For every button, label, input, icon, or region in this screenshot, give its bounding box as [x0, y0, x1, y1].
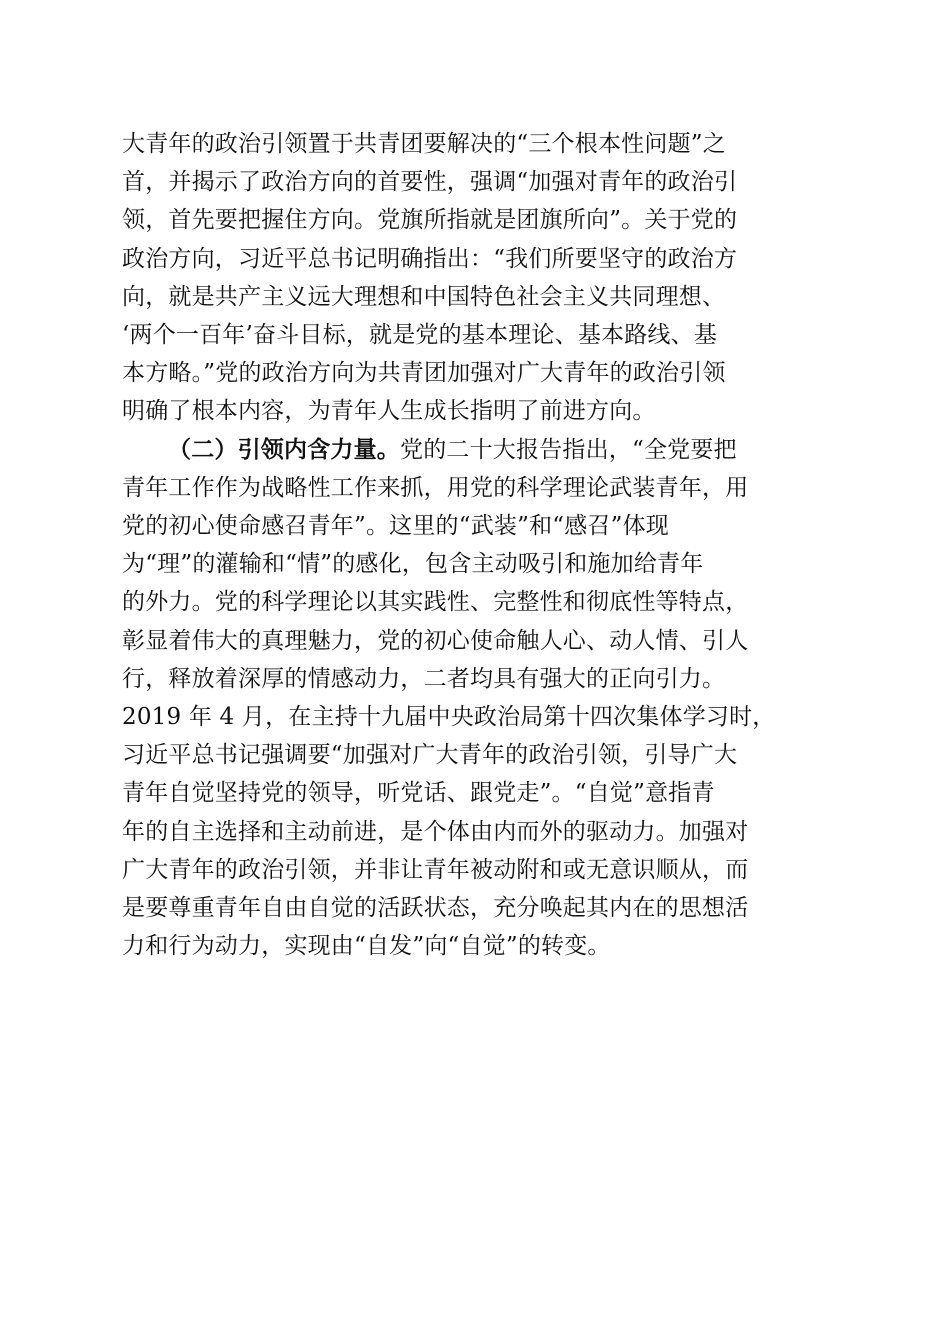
paragraph-guidance-power: [122, 431, 832, 966]
text-line: 青年自觉坚持党的领导，听党话、跟党走”。“自觉”意指青: [122, 780, 715, 807]
text-line: 本方略。”党的政治方向为共青团加强对广大青年的政治引领: [122, 360, 726, 387]
text-line: 的外力。党的科学理论以其实践性、完整性和彻底性等特点，: [122, 589, 749, 616]
text-line: 领，首先要把握住方向。党旗所指就是团旗所向”。关于党的: [122, 207, 738, 234]
text-line: 党的初心使命感召青年”。这里的“武装”和“感召”体现: [122, 513, 669, 540]
paragraph-political-direction: [122, 125, 832, 431]
text-line: 年的自主选择和主动前进，是个体由内而外的驱动力。加强对: [122, 818, 749, 845]
text-line: 为“理”的灌输和“情”的感化，包含主动吸引和施加给青年: [122, 551, 704, 578]
text-line: 广大青年的政治引领，并非让青年被动附和或无意识顺从，而: [122, 856, 749, 883]
text-line: 习近平总书记强调要“加强对广大青年的政治引领，引导广大: [122, 742, 738, 769]
text-line: 大青年的政治引领置于共青团要解决的“三个根本性问题”之: [122, 131, 726, 157]
text-line: 明确了根本内容，为青年人生成长指明了前进方向。: [122, 398, 656, 425]
document-page: [122, 125, 832, 965]
text-line: 行，释放着深厚的情感动力，二者均具有强大的正向引力。: [122, 665, 726, 692]
text-line: 首，并揭示了政治方向的首要性，强调“加强对青年的政治引: [122, 169, 738, 196]
text-line-rest: 党的二十大报告指出，“全党要把: [400, 436, 737, 463]
text-line: 政治方向，习近平总书记明确指出：“我们所要坚守的政治方: [122, 245, 738, 272]
section-heading: （二）引领内含力量。: [168, 435, 400, 463]
text-line-first: [122, 431, 832, 469]
text-line: 2019 年 4 月，在主持十九届中央政治局第十四次集体学习时，: [122, 704, 776, 731]
text-line: ‘两个一百年’奋斗目标，就是党的基本理论、基本路线、基: [122, 322, 718, 349]
text-line: 力和行为动力，实现由“自发”向“自觉”的转变。: [122, 933, 611, 960]
text-line: 向，就是共产主义远大理想和中国特色社会主义共同理想、: [122, 283, 726, 310]
text-line: 青年工作作为战略性工作来抓，用党的科学理论武装青年，用: [122, 474, 749, 501]
text-line: 彰显着伟大的真理魅力，党的初心使命触人心、动人情、引人: [122, 627, 749, 654]
text-line: 是要尊重青年自由自觉的活跃状态，充分唤起其内在的思想活: [122, 895, 749, 922]
